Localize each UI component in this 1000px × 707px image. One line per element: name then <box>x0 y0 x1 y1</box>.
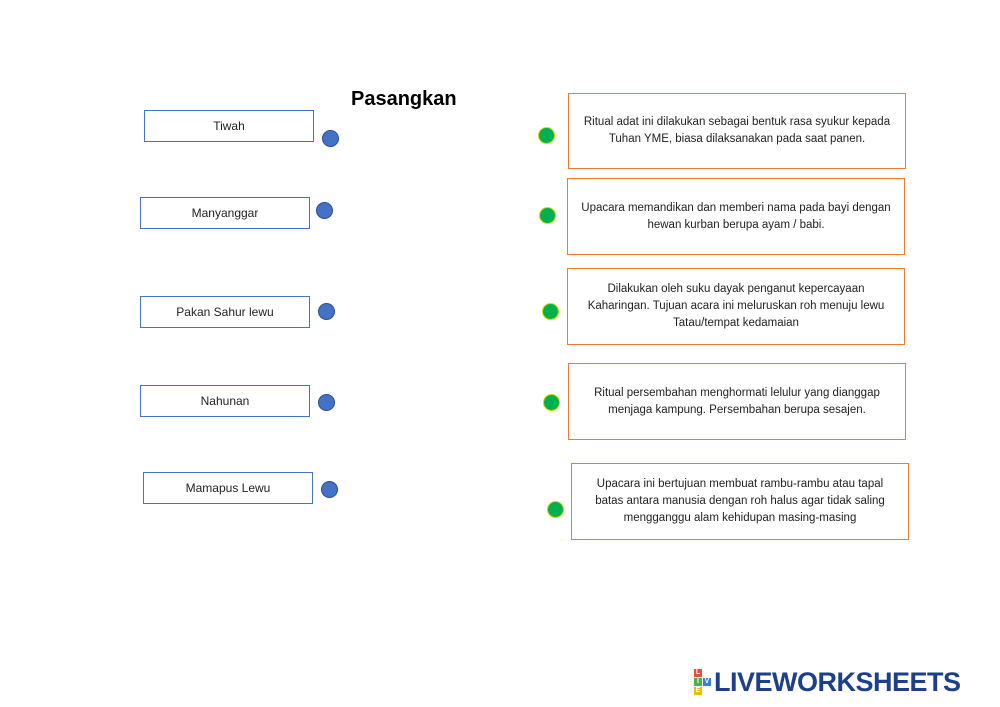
description-connector-dot[interactable] <box>543 394 560 411</box>
description-box-4[interactable]: Ritual persembahan menghormati lelulur yang dianggap menjaga kampung. Persembahan berupa sesajen. <box>568 363 906 440</box>
description-box-2[interactable]: Upacara memandikan dan memberi nama pada bayi dengan hewan kurban berupa ayam / babi. <box>567 178 905 255</box>
logo-text: LIVEWORKSHEETS <box>714 666 961 697</box>
term-connector-dot[interactable] <box>322 130 339 147</box>
term-box-pakan-sahur-lewu[interactable]: Pakan Sahur lewu <box>140 296 310 328</box>
logo-blocks-icon: L I V E <box>695 669 710 694</box>
page-title: Pasangkan <box>351 88 457 110</box>
term-box-nahunan[interactable]: Nahunan <box>140 385 310 417</box>
description-connector-dot[interactable] <box>538 127 555 144</box>
description-connector-dot[interactable] <box>547 501 564 518</box>
term-connector-dot[interactable] <box>321 481 338 498</box>
term-connector-dot[interactable] <box>318 394 335 411</box>
description-connector-dot[interactable] <box>539 207 556 224</box>
liveworksheets-logo <box>694 668 961 696</box>
description-box-3[interactable]: Dilakukan oleh suku dayak penganut kepercayaan Kaharingan. Tujuan acara ini meluruskan roh menuju lewu Tatau/tempat kedamaian <box>567 268 905 345</box>
description-connector-dot[interactable] <box>542 303 559 320</box>
description-box-5[interactable]: Upacara ini bertujuan membuat rambu-rambu atau tapal batas antara manusia dengan roh halus agar tidak saling mengganggu alam kehidupan masing-masing <box>571 463 909 540</box>
term-box-mamapus-lewu[interactable]: Mamapus Lewu <box>143 472 313 504</box>
term-box-manyanggar[interactable]: Manyanggar <box>140 197 310 229</box>
term-connector-dot[interactable] <box>318 303 335 320</box>
term-box-tiwah[interactable]: Tiwah <box>144 110 314 142</box>
description-box-1[interactable]: Ritual adat ini dilakukan sebagai bentuk rasa syukur kepada Tuhan YME, biasa dilaksanakan pada saat panen. <box>568 93 906 169</box>
term-connector-dot[interactable] <box>316 202 333 219</box>
